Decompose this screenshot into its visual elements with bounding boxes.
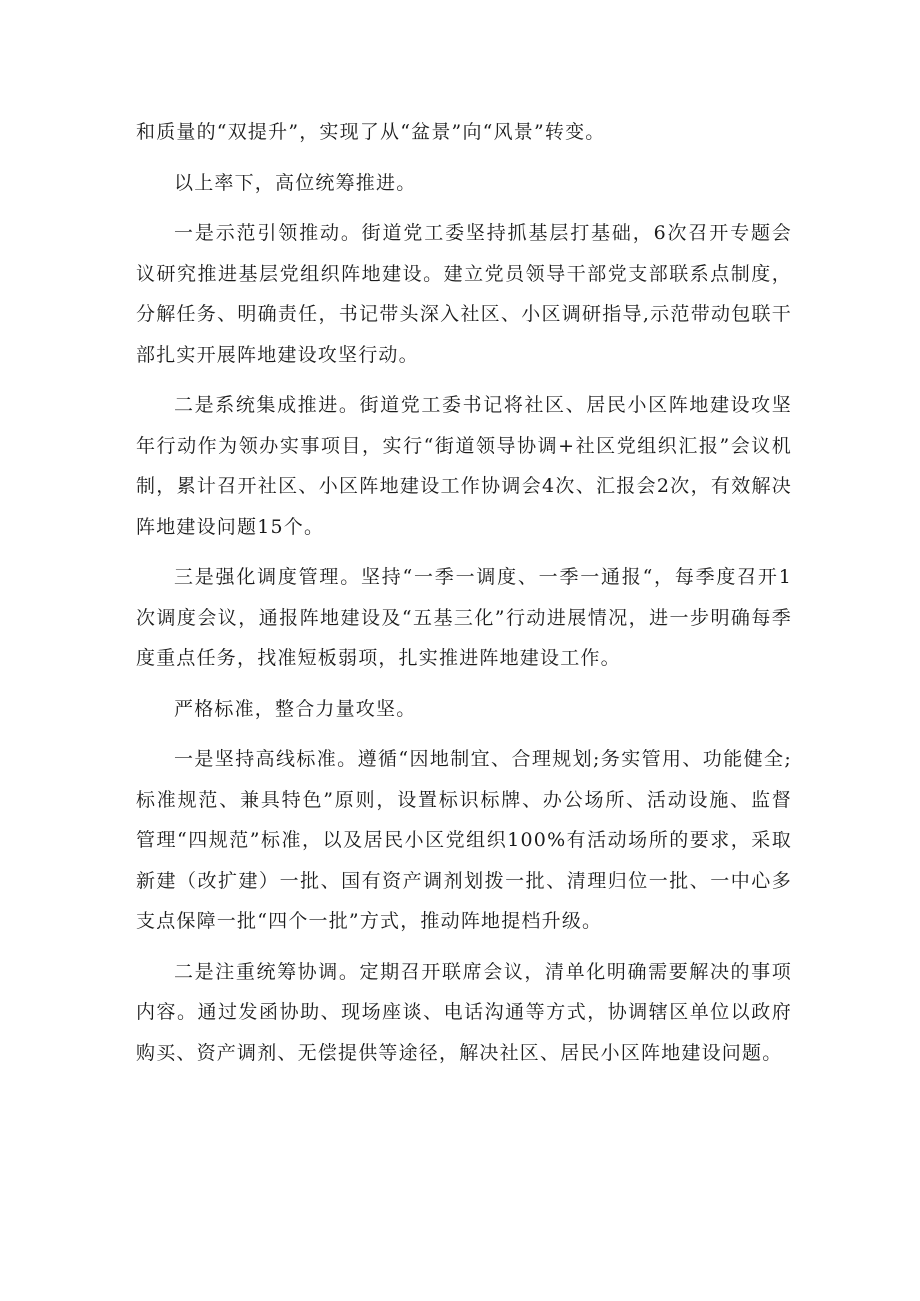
section-heading-leadership: 以上率下，高位统筹推进。	[174, 171, 417, 194]
document-body	[136, 112, 792, 1083]
paragraph-system-integration: 二是系统集成推进。街道党工委书记将社区、居民小区阵地建设攻坚年行动作为领办实事项目，实行“街道领导协调+社区党组织汇报”会议机制，累计召开社区、小区阵地建设工作协调会4次、汇报会2次，有效解决阵地建设问题15个。	[136, 394, 792, 538]
section-heading-standards: 严格标准，整合力量攻坚。	[174, 697, 417, 720]
paragraph-demonstration: 一是示范引领推动。街道党工委坚持抓基层打基础，6次召开专题会议研究推进基层党组织阵地建设。建立党员领导干部党支部联系点制度，分解任务、明确责任，书记带头深入社区、小区调研指导,示范带动包联干部扎实开展阵地建设攻坚行动。	[136, 222, 792, 366]
paragraph-scheduling: 三是强化调度管理。坚持“一季一调度、一季一通报“，每季度召开1次调度会议，通报阵地建设及“五基三化”行动进展情况，进一步明确每季度重点任务，找准短板弱项，扎实推进阵地建设工作。	[136, 566, 792, 669]
paragraph-coordination: 二是注重统筹协调。定期召开联席会议，清单化明确需要解决的事项内容。通过发函协助、现场座谈、电话沟通等方式，协调辖区单位以政府购买、资产调剂、无偿提供等途径，解决社区、居民小区阵地建设问题。	[136, 960, 792, 1064]
paragraph-continuation: 和质量的“双提升”，实现了从“盆景”向“风景”转变。	[136, 121, 606, 143]
paragraph-high-standards: 一是坚持高线标准。遵循“因地制宜、合理规划;务实管用、功能健全;标准规范、兼具特色”原则，设置标识标牌、办公场所、活动设施、监督管理“四规范”标准，以及居民小区党组织100%有活动场所的要求，采取新建（改扩建）一批、国有资产调剂划拨一批、清理归位一批、一中心多支点保障一批“四个一批”方式，推动阵地提档升级。	[136, 748, 792, 932]
